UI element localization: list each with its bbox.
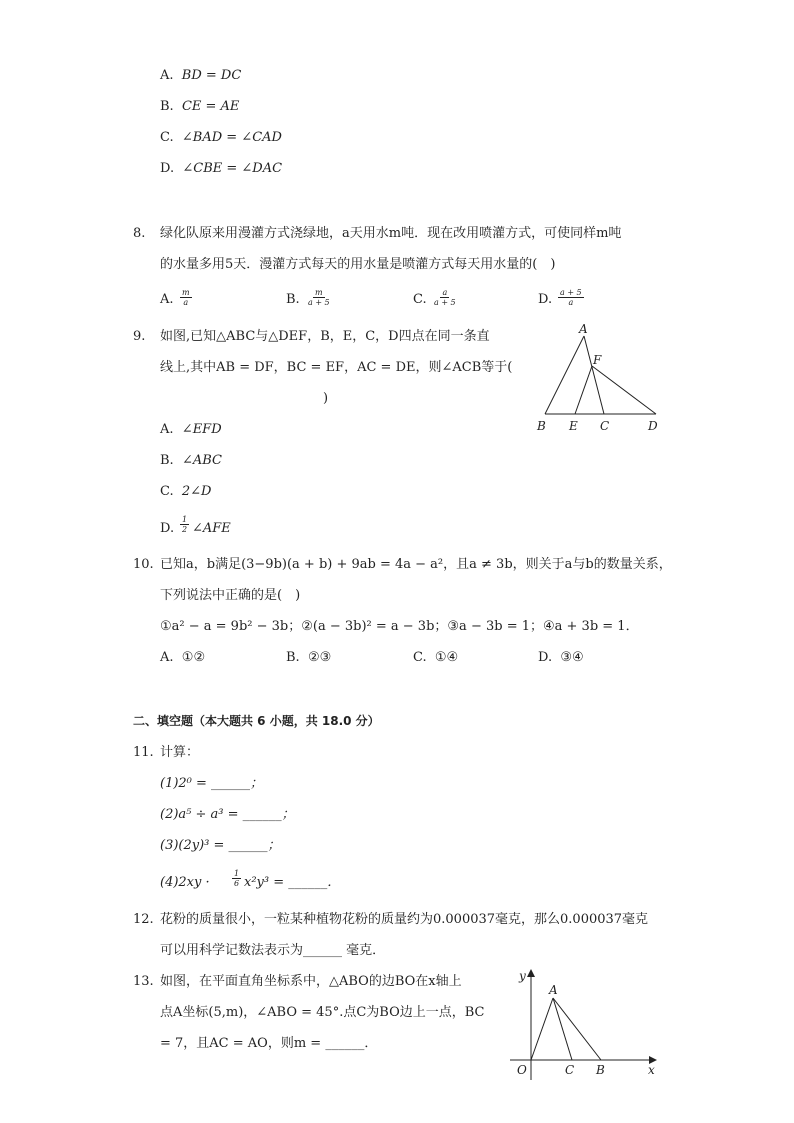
q7-option-d: D. ∠CBE = ∠DAC bbox=[160, 161, 283, 176]
q8-number: 8. bbox=[133, 226, 146, 241]
q9-option-c: C. 2∠D bbox=[160, 484, 212, 499]
q11-item-4-pre: (4)2xy · bbox=[160, 875, 210, 890]
q13-coordinate-figure bbox=[505, 960, 665, 1085]
q9-line1: 如图,已知△ABC与△DEF，B，E，C，D四点在同一条直 bbox=[160, 329, 490, 344]
q12-number: 12. bbox=[133, 912, 154, 927]
q9-option-d-text: ∠AFE bbox=[192, 521, 231, 536]
q9-label-b: B bbox=[537, 419, 546, 433]
section-2-title: 二、填空题（本大题共 6 小题，共 18.0 分） bbox=[133, 714, 380, 728]
q7-option-c: C. ∠BAD = ∠CAD bbox=[160, 130, 282, 145]
q11-item-4-fraction: $\frac{1}{6}$ bbox=[234, 869, 240, 888]
q11-number: 11. bbox=[133, 745, 154, 760]
q8-line2: 的水量多用5天．漫灌方式每天的用水量是喷灌方式每天用水量的( ) bbox=[160, 257, 556, 272]
q13-label-y: y bbox=[519, 969, 526, 983]
q13-label-c: C bbox=[565, 1063, 575, 1077]
q11-item-3: (3)(2y)³ = ______； bbox=[160, 838, 281, 853]
q9-option-d-label: D. bbox=[160, 521, 175, 536]
q8-line1: 绿化队原来用漫灌方式浇绿地，a天用水m吨．现在改用喷灌方式，可使同样m吨 bbox=[160, 226, 622, 241]
q8-option-c-fraction: $\frac{a}{a + 5}$ bbox=[434, 288, 456, 307]
q8-option-a-fraction: $\frac{m}{a}$ bbox=[182, 288, 190, 307]
q12-line1: 花粉的质量很小，一粒某种植物花粉的质量约为0.000037毫克，那么0.000037毫克 bbox=[160, 912, 649, 927]
q10-option-b: B. ②③ bbox=[286, 650, 332, 665]
q13-label-x: x bbox=[648, 1063, 655, 1077]
q9-line2: 线上,其中AB = DF，BC = EF，AC = DE，则∠ACB等于( bbox=[160, 360, 513, 375]
q10-line2: 下列说法中正确的是( ) bbox=[160, 588, 301, 603]
q10-option-a: A. ①② bbox=[160, 650, 206, 665]
q12-line2: 可以用科学记数法表示为______ 毫克． bbox=[160, 943, 386, 958]
q9-label-d: D bbox=[648, 419, 658, 433]
q8-option-d-fraction: $\frac{a + 5}{a}$ bbox=[560, 288, 582, 307]
q13-y-arrow bbox=[527, 969, 535, 977]
q9-option-d-fraction: $\frac{1}{2}$ bbox=[182, 515, 188, 534]
q11-item-2: (2)a⁵ ÷ a³ = ______； bbox=[160, 807, 295, 822]
q8-option-c-label: C. bbox=[413, 292, 427, 307]
q7-option-a: A. BD = DC bbox=[160, 68, 242, 83]
q8-option-a-label: A. bbox=[160, 292, 174, 307]
q9-line3: ) bbox=[323, 391, 329, 406]
q11-intro: 计算： bbox=[160, 745, 200, 760]
q8-option-d-label: D. bbox=[538, 292, 553, 307]
q13-line1: 如图，在平面直角坐标系中，△ABO的边BO在x轴上 bbox=[160, 974, 462, 989]
q9-number: 9. bbox=[133, 329, 146, 344]
q13-line2: 点A坐标(5,m)，∠ABO = 45°.点C为BO边上一点，BC bbox=[160, 1005, 485, 1020]
q11-item-1: (1)2⁰ = ______； bbox=[160, 776, 264, 791]
q8-option-b-fraction: $\frac{m}{a + 5}$ bbox=[308, 288, 330, 307]
q13-label-a: A bbox=[549, 983, 558, 997]
q8-option-b-label: B. bbox=[286, 292, 300, 307]
q10-option-d: D. ③④ bbox=[538, 650, 584, 665]
q13-number: 13. bbox=[133, 974, 154, 989]
q13-line3: = 7，且AC = AO，则m = ______． bbox=[160, 1036, 378, 1051]
q9-label-e: E bbox=[569, 419, 578, 433]
q9-label-f: F bbox=[593, 353, 602, 367]
q10-line1: 已知a，b满足(3−9b)(a + b) + 9ab = 4a − a²，且a ≠ 3b，则关于a与b的数量关系， bbox=[160, 557, 672, 572]
q9-option-a: A. ∠EFD bbox=[160, 422, 222, 437]
q9-label-a: A bbox=[579, 322, 588, 336]
q9-option-b: B. ∠ABC bbox=[160, 453, 222, 468]
q11-item-4-post: x²y³ = ______． bbox=[244, 875, 341, 890]
q9-label-c: C bbox=[600, 419, 610, 433]
q13-label-b: B bbox=[596, 1063, 605, 1077]
q13-label-o: O bbox=[517, 1063, 527, 1077]
q10-number: 10. bbox=[133, 557, 154, 572]
q10-line3: ①a² − a = 9b² − 3b；②(a − 3b)² = a − 3b；③a − 3b = 1；④a + 3b = 1． bbox=[160, 619, 639, 634]
q7-option-b: B. CE = AE bbox=[160, 99, 240, 114]
q9-triangle-figure bbox=[530, 318, 670, 438]
q10-option-c: C. ①④ bbox=[413, 650, 459, 665]
